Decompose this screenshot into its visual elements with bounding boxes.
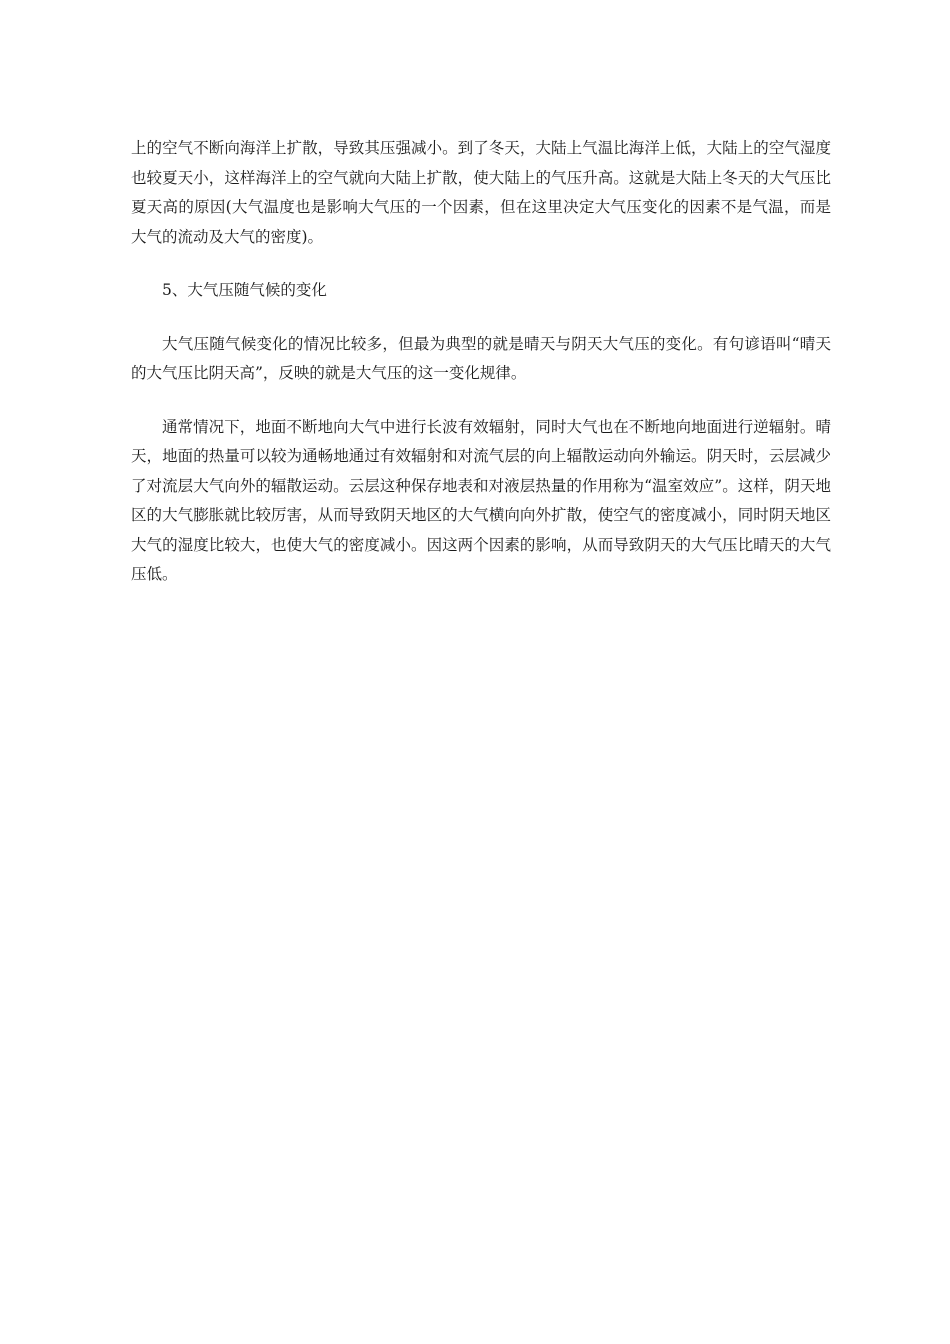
paragraph-continuation: 上的空气不断向海洋上扩散，导致其压强减小。到了冬天，大陆上气温比海洋上低，大陆上的空气湿度也较夏天小，这样海洋上的空气就向大陆上扩散，使大陆上的气压升高。这就是大陆上冬天的大气压比夏天高的原因(大气温度也是影响大气压的一个因素，但在这里决定大气压变化的因素不是气温，而是大气的流动及大气的密度)。: [131, 139, 831, 246]
paragraph-radiation-explanation: 通常情况下，地面不断地向大气中进行长波有效辐射，同时大气也在不断地向地面进行逆辐射。晴天，地面的热量可以较为通畅地通过有效辐射和对流气层的向上辐散运动向外输运。阴天时，云层减少了对流层大气向外的辐散运动。云层这种保存地表和对液层热量的作用称为“温室效应”。这样，阴天地区的大气膨胀就比较厉害，从而导致阴天地区的大气横向向外扩散，使空气的密度减小，同时阴天地区大气的湿度比较大，也使大气的密度减小。因这两个因素的影响，从而导致阴天的大气压比晴天的大气压低。: [131, 417, 831, 583]
document-body: [131, 134, 831, 614]
section-heading: 5、大气压随气候的变化: [162, 281, 327, 299]
paragraph-weather-pressure: 大气压随气候变化的情况比较多，但最为典型的就是晴天与阴天大气压的变化。有句谚语叫“晴天的大气压比阴天高”，反映的就是大气压的这一变化规律。: [131, 334, 831, 382]
